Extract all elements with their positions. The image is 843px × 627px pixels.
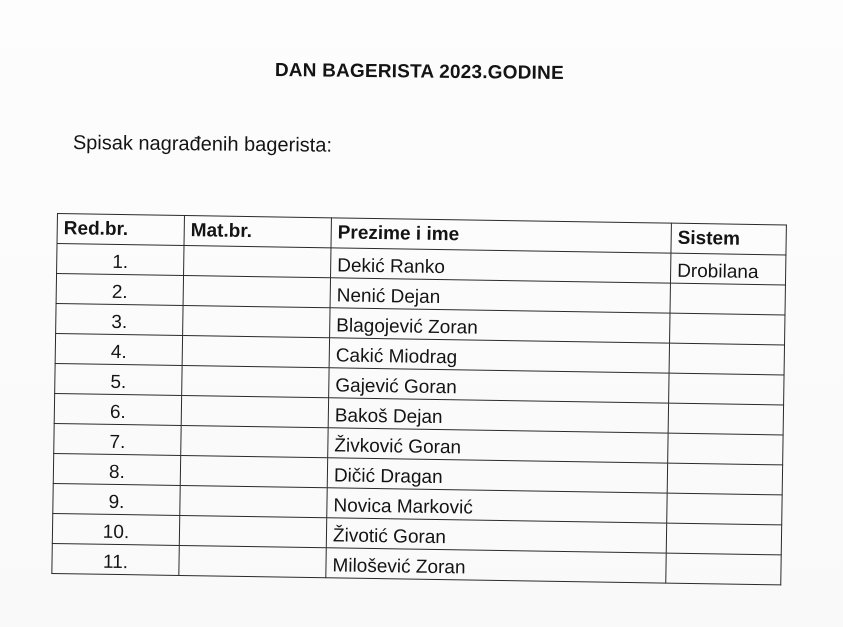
document-subtitle: Spisak nagrađenih bagerista: [72,132,333,157]
header-prezime-ime: Prezime i ime [331,218,671,253]
row-number: 7. [54,423,181,455]
row-name: Novica Marković [327,488,667,523]
row-number: 6. [54,393,181,425]
row-name: Gajević Goran [329,368,669,403]
awardees-table-wrapper [51,213,787,585]
row-mat-br [184,245,331,277]
row-name: Živković Goran [328,428,668,463]
row-sistem [669,373,784,405]
row-mat-br [180,485,327,517]
row-name: Bakoš Dejan [328,398,668,433]
row-mat-br [183,305,330,337]
row-number: 11. [52,543,179,575]
row-sistem [668,433,783,465]
row-mat-br [182,335,329,367]
row-sistem [667,463,782,495]
row-name: Milošević Zoran [326,548,666,583]
row-number: 3. [56,303,183,335]
row-number: 2. [56,274,183,306]
row-sistem [670,313,785,345]
row-mat-br [181,425,328,457]
row-name: Dičić Dragan [327,458,667,493]
row-name: Dekić Ranko [331,248,671,283]
header-sistem: Sistem [671,223,786,255]
row-number: 8. [53,453,180,485]
row-number: 4. [55,333,182,365]
row-sistem [669,343,784,375]
row-mat-br [179,545,326,577]
row-number: 9. [53,483,180,515]
row-number: 10. [52,513,179,545]
row-name: Blagojević Zoran [330,308,670,343]
header-mat-br: Mat.br. [184,216,331,248]
row-mat-br [179,515,326,547]
row-sistem [670,283,785,315]
row-mat-br [180,455,327,487]
row-mat-br [182,365,329,397]
row-number: 5. [55,363,182,395]
document-title: DAN BAGERISTA 2023.GODINE [274,60,564,85]
awardees-table [51,213,787,585]
row-mat-br [181,395,328,427]
row-name: Cakić Miodrag [329,338,669,373]
row-sistem: Drobilana [670,253,785,285]
row-name: Nenić Dejan [330,278,670,313]
row-sistem [667,493,782,525]
header-red-br: Red.br. [57,214,184,246]
row-sistem [666,523,781,555]
row-sistem [666,553,781,585]
row-sistem [668,403,783,435]
row-name: Životić Goran [326,518,666,553]
row-number: 1. [57,244,184,276]
row-mat-br [183,275,330,307]
